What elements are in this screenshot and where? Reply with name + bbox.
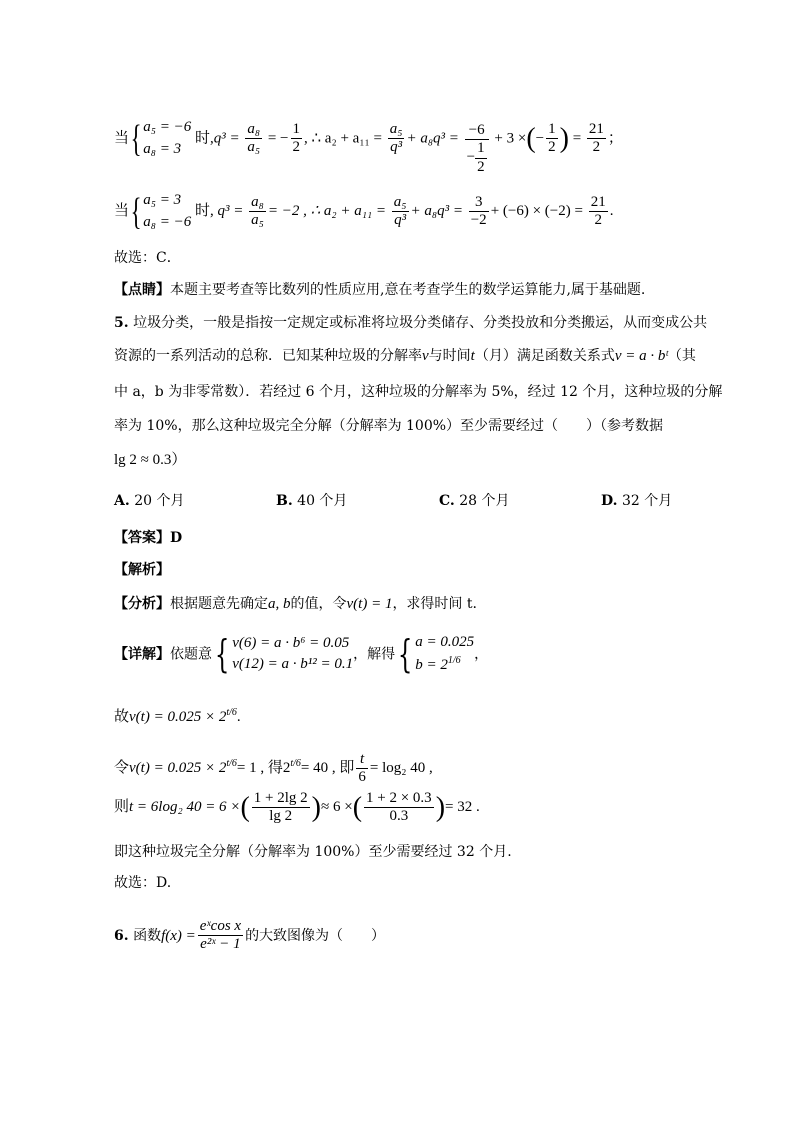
step1-expr: v(t) = 0.025 × 2 [129, 709, 227, 725]
xiangjie-end: ， [474, 646, 489, 663]
case2-expr: + (−6) × (−2) = [490, 203, 583, 220]
fenxi-text2: 的值，令 [290, 596, 347, 612]
step2-expr2: 2 [282, 760, 291, 777]
analysis-label: 【解析】 [114, 562, 170, 578]
case2-sum-frac: $\frac{\text{a₅}}{\text{q³}}$ [393, 194, 407, 229]
case1-big-frac [465, 122, 489, 176]
q5-line3: 中 a，b 为非零常数）．若经过 6 个月，这种垃圾的分解率为 5%，经过 12 个月，这种垃圾的分解 [114, 384, 723, 400]
inner-den: 2 [477, 158, 485, 175]
step2-line [114, 751, 433, 787]
option-text: 32 个月 [621, 493, 673, 509]
step3-expr: t = 6log₂ 40 = 6 × [129, 799, 241, 816]
xiangjie-label: 【详解】 [114, 646, 170, 663]
case1-therefore: , ∴ a₂ + a₁₁ = [304, 130, 382, 147]
case1-plus: + a₈q³ = [406, 130, 459, 147]
option-c [439, 490, 510, 510]
q5-text2b: 与时间 [428, 348, 471, 364]
case2-end: . [609, 203, 614, 220]
case2-brace: { [130, 190, 142, 233]
case2-frac1: $\frac{\text{a₈}}{\text{a₅}}$ [251, 194, 264, 229]
frac-den: 0.3 [389, 808, 409, 825]
q5-number: 5. [114, 315, 129, 331]
option-text: 40 个月 [297, 493, 348, 509]
xiangjie-comma: ，解得 [353, 646, 396, 663]
q5-line5: lg 2 ≈ 0.3） [114, 452, 187, 468]
case1-minus: = − [267, 130, 289, 147]
option-d [601, 490, 672, 510]
step1-line [114, 708, 241, 725]
xiangjie-system [232, 633, 353, 677]
option-key: C. [439, 493, 455, 509]
option-text: 28 个月 [459, 493, 510, 509]
q5-var-v: v [422, 348, 429, 364]
case1-eq2: a₈ = 3 [143, 140, 182, 157]
answer: 【答案】D [114, 530, 183, 546]
q6-fx: f(x) = [161, 927, 196, 944]
case2-lead: 当 [114, 203, 130, 220]
q6-line [114, 918, 385, 954]
case1-sum-frac [388, 121, 405, 157]
fenxi-cond: v(t) = 1 [346, 596, 393, 612]
frac-den: q³ [390, 139, 403, 156]
sol-eq2: b = 2 [415, 656, 448, 673]
option-b [276, 490, 347, 510]
case1-eq1: a₅ = −6 [143, 119, 192, 136]
q6-number: 6. [114, 927, 129, 944]
comment-label: 【点睛】 [114, 282, 170, 298]
q5-var-t: t [470, 348, 475, 364]
comment-line [114, 283, 645, 297]
conclusion: 即这种垃圾完全分解（分解率为 100%）至少需要经过 32 个月. [114, 844, 512, 860]
case1-system [143, 117, 191, 161]
option-key: D. [601, 493, 618, 509]
q5-line2 [114, 349, 696, 364]
case1-end: ； [607, 130, 623, 147]
frac-num: 1 + 2lg 2 [252, 790, 310, 808]
xiangjie-solution [415, 632, 474, 677]
sol-eq1: a = 0.025 [415, 634, 475, 650]
inner-num: 1 [475, 140, 487, 158]
frac-num: 3 [469, 194, 489, 212]
case2-q3-text: = −2 , ∴ a₂ + a₁₁ = [267, 203, 387, 220]
step3-lead: 则 [114, 799, 130, 816]
q5-text2a: 资源的一系列活动的总称．已知某种垃圾的分解率 [114, 348, 422, 364]
frac-num: 1 + 2 × 0.3 [364, 790, 434, 808]
step2-expr: v(t) = 0.025 × 2 [129, 760, 227, 777]
comment-text: 本题主要考查等比数列的性质应用,意在考查学生的数学运算能力,属于基础题. [170, 282, 646, 298]
case2-line: 当{ a₅ = 3 a₈ = −6 时, q³ = $\frac{\text{a₈}}{\text{a₅}}$ = −2 , ∴ a₂ + a₁₁ = $\frac{\text{a₅}}{\text{q³}}$ + a₈q³ = $\frac{3}{-2}$ + (−6) × (−2) = $\frac{21}{2}$ . [114, 190, 614, 233]
choose-d: 故选：D. [114, 875, 172, 891]
case1-shi: 时, [194, 130, 214, 147]
step3-approx: ≈ 6 × [320, 799, 353, 816]
q5-text1: 垃圾分类，一般是指按一定规定或标准将垃圾分类储存、分类投放和分类搬运，从而变成公共 [133, 315, 708, 331]
frac-den: e²ˣ − 1 [200, 936, 241, 953]
option-key: A. [114, 493, 130, 509]
fenxi-line [114, 597, 477, 612]
case1-paren-half: $\frac{1}{2}$ [548, 121, 556, 156]
option-text: 20 个月 [134, 493, 185, 509]
frac-num: −6 [465, 122, 489, 140]
case2-eq2: a₈ = −6 [143, 213, 192, 230]
frac-den: 6 [358, 769, 366, 786]
step3-line: 则t = 6log₂ 40 = 6 ×( $\frac{1 + 2\lg 2}{\lg 2}$ )≈ 6 ×( $\frac{1 + 2 \times 0.3}{0.3}$ )= 32 . [114, 790, 480, 825]
step2-exp: t/6 [226, 758, 237, 770]
step2-eq3: = log₂ 40 , [369, 760, 433, 777]
q5-formula: v = a · bᵗ [614, 348, 668, 364]
frac-num: a₅ [388, 121, 405, 139]
step2-eq1: = 1 , 得 [236, 760, 283, 777]
frac-den: −2 [470, 212, 487, 229]
q5-line1 [114, 316, 707, 330]
step1-exp: t/6 [226, 707, 237, 718]
fenxi-text3: ，求得时间 t. [392, 596, 477, 612]
step2-exp2: t/6 [290, 758, 301, 770]
frac-den: lg 2 [269, 808, 293, 825]
step1-end: . [236, 709, 241, 725]
step3-frac1 [252, 790, 310, 826]
sys-eq2: v(12) = a · b¹² = 0.1 [232, 656, 354, 673]
case2-system [143, 190, 191, 234]
case1-neg: − [535, 130, 545, 147]
q5-text2d: （其 [667, 348, 696, 364]
step2-eq2: = 40 , 即 [300, 760, 355, 777]
case1-frac1 [245, 121, 262, 157]
step2-lead: 令 [114, 760, 130, 777]
case1-result [587, 121, 606, 157]
step2-frac [356, 751, 368, 787]
option-key: B. [276, 493, 293, 509]
frac-num: a₈ [245, 121, 262, 139]
case1-half: $\frac{1}{2}$ [292, 121, 301, 156]
sol-exp: 1/6 [447, 654, 461, 666]
choose-c: 故选：C． [114, 250, 181, 266]
case2-result: $\frac{21}{2}$ [590, 194, 606, 229]
fenxi-ab: a, b [268, 596, 291, 612]
case1-brace: { [130, 117, 142, 160]
fenxi-label: 【分析】 [114, 596, 170, 612]
step1-lead: 故 [114, 709, 130, 725]
frac-num: 21 [587, 121, 606, 139]
sys-eq1: v(6) = a · b⁶ = 0.05 [232, 634, 350, 651]
case1-line: 当{ a₅ = −6 a₈ = 3 时,q³ = $\frac{\text{a₈}}{\text{a₅}}$ = − $\frac{1}{2}$ , ∴ a₂ + a₁₁ = $\frac{\text{a₅}}{\text{q³}}$ + a₈q³ = −6 − $\frac{1}{2}$ + 3 ×(− $\frac{1}{2}$ ) = $\frac{21}{2}$ ； [114, 117, 623, 175]
q6-text2: 的大致图像为（ ） [245, 927, 386, 944]
frac-den: a₅ [247, 139, 261, 156]
step3-result: = 32 . [445, 799, 480, 816]
fenxi-text1: 根据题意先确定 [170, 596, 268, 612]
q5-text2c: （月）满足函数关系式 [474, 348, 615, 364]
q6-frac [198, 918, 243, 954]
frac-den: − $\frac{1}{2}$ [466, 140, 485, 175]
case2-frac2 [469, 194, 489, 230]
case1-lead: 当 [114, 130, 130, 147]
case2-eq1: a₅ = 3 [143, 192, 182, 208]
frac-num: t [356, 751, 368, 769]
option-a [114, 490, 184, 510]
xiangjie-line: 【详解】依题意{ v(6) = a · b⁶ = 0.05 v(12) = a · b¹² = 0.1 ，解得{ a = 0.025 $b = 2^{1/6}$ ， [114, 632, 489, 677]
case1-plus3: + 3 × [494, 130, 527, 147]
case1-q3: q³ = [213, 130, 240, 147]
xiangjie-text: 依题意 [170, 646, 212, 663]
q5-line4: 率为 10%，那么这种垃圾完全分解（分解率为 100%）至少需要经过（ ）（参考数据 [114, 418, 664, 434]
frac-num: eˣcos x [198, 918, 243, 936]
frac-den: 2 [592, 139, 601, 156]
q6-text1: 函数 [133, 927, 162, 944]
step3-frac2 [364, 790, 434, 826]
case2-shi: 时, [194, 203, 214, 220]
